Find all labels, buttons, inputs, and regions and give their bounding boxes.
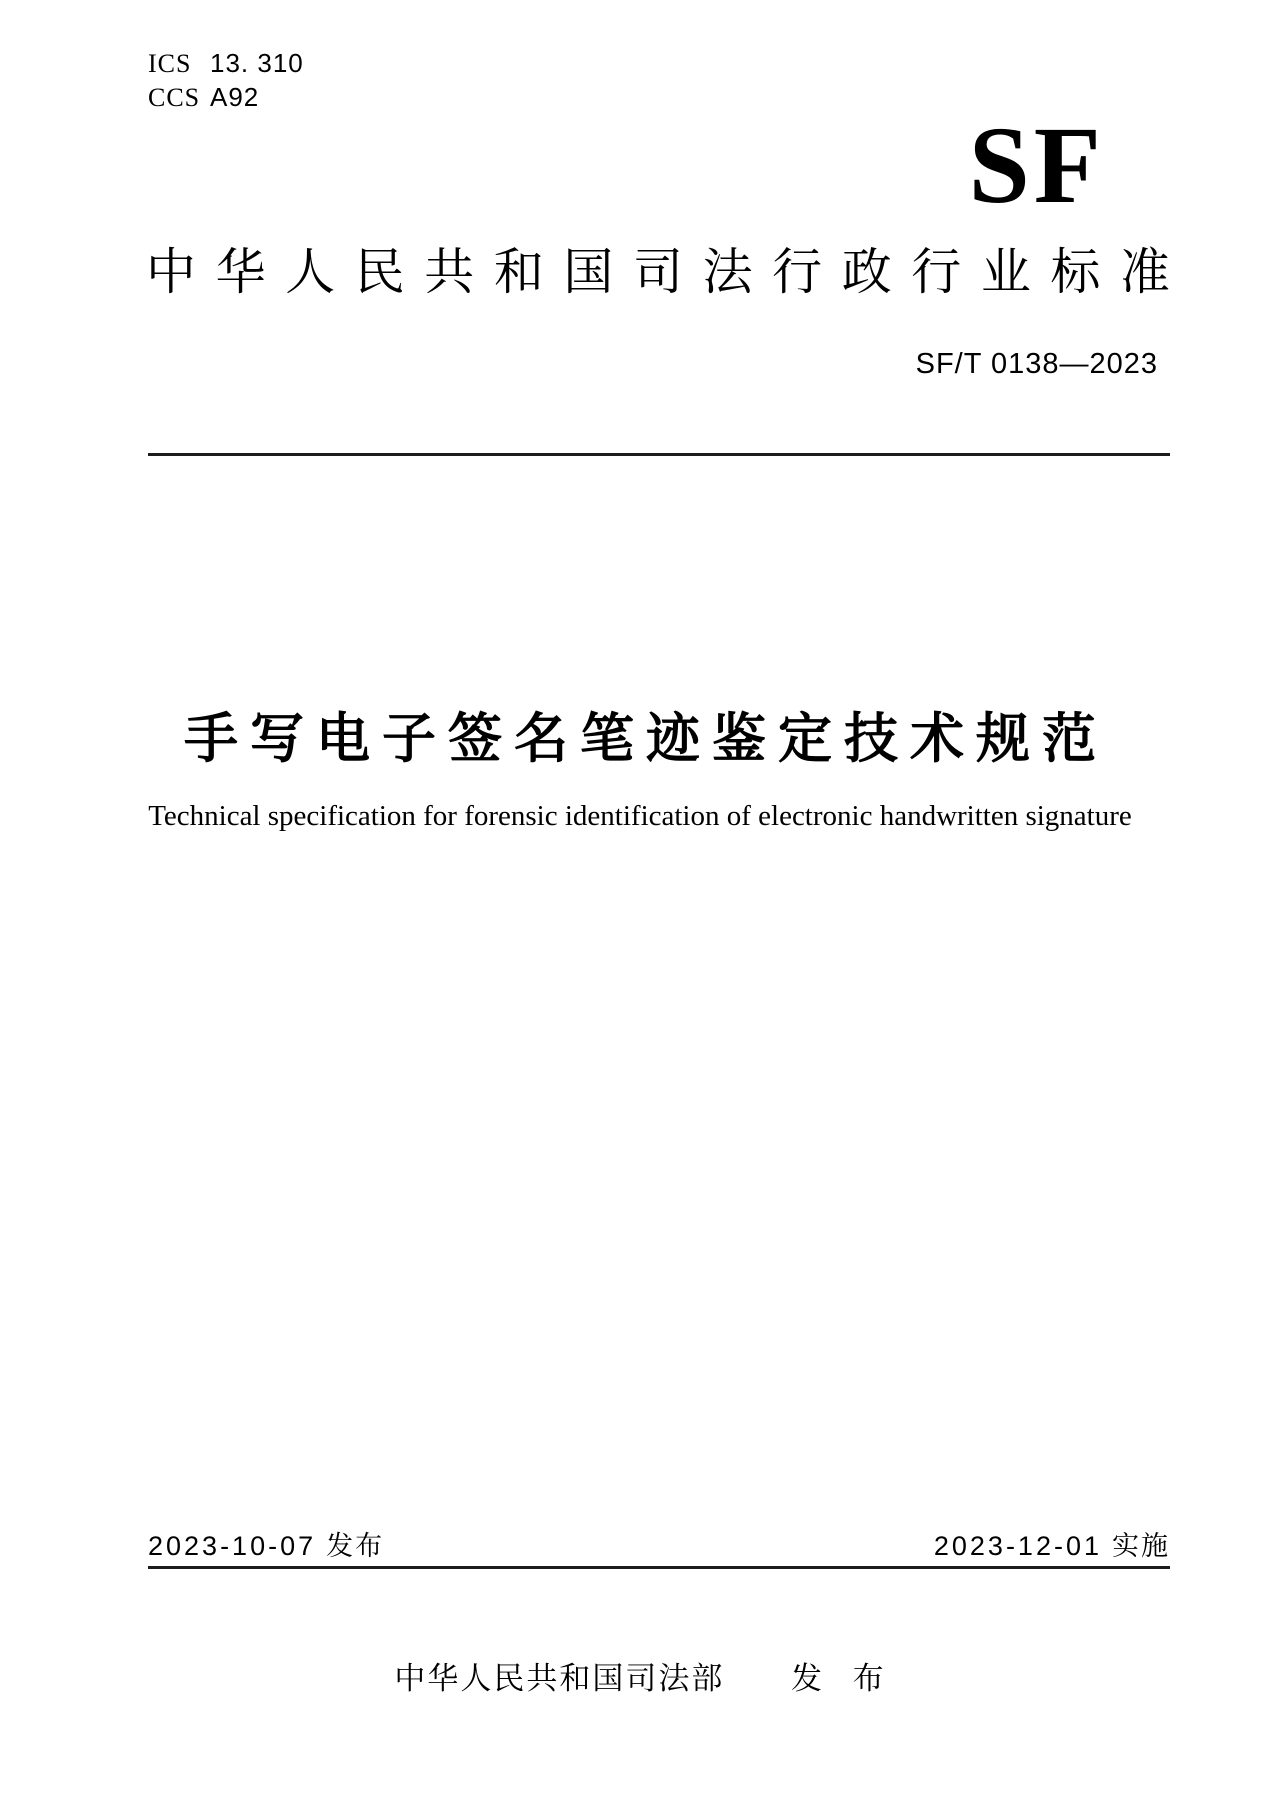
ics-label: ICS — [148, 49, 192, 78]
ccs-value: A92 — [210, 82, 260, 113]
document-title-en: Technical specification for forensic identification of electronic handwritten signature — [148, 800, 1132, 832]
release-label: 发布 — [326, 1531, 385, 1561]
bottom-divider-rule — [148, 1566, 1170, 1569]
standard-type-heading: 中华人民共和国司法行政行业标准 — [146, 244, 1170, 300]
document-title-zh: 手写电子签名笔迹鉴定技术规范 — [184, 709, 1108, 769]
dates-row — [148, 1524, 1170, 1563]
implementation-label: 实施 — [1112, 1531, 1170, 1561]
release-date: 2023-10-07 — [148, 1531, 317, 1561]
publish-label: 发 布 — [791, 1661, 886, 1696]
publisher-name: 中华人民共和国司法部 — [394, 1661, 725, 1696]
ics-code-row — [148, 50, 304, 77]
implementation-date-group — [934, 1524, 1170, 1563]
sf-logo: SF — [968, 104, 1105, 226]
release-date-group — [148, 1524, 384, 1563]
classification-codes — [148, 50, 304, 119]
ics-value: 13. 310 — [210, 48, 304, 78]
publisher-line — [130, 1653, 1150, 1698]
ccs-code-row — [148, 84, 304, 111]
standard-number: SF/T 0138—2023 — [915, 348, 1158, 380]
top-divider-rule — [148, 453, 1170, 456]
ccs-label: CCS — [148, 83, 201, 113]
implementation-date: 2023-12-01 — [933, 1531, 1102, 1561]
